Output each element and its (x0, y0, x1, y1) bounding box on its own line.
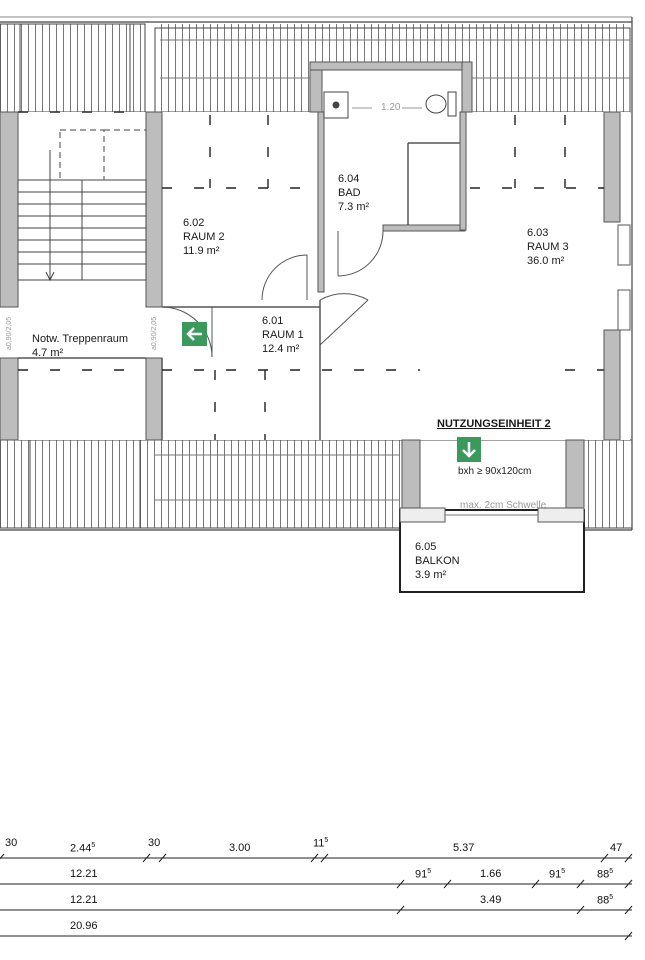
dim-row1-6: 47 (610, 842, 623, 854)
room-number: 6.04 (338, 173, 360, 185)
exit-down-icon (457, 437, 481, 462)
stairwell-label (32, 332, 128, 360)
room-6-05-label (415, 540, 460, 582)
dim-row1-1: 2.44$^5$ (70, 842, 96, 855)
dim-row2-0: 12.21 (70, 868, 98, 880)
room-6-02-label (183, 216, 225, 258)
dim-row2-3: $91^5$ (549, 868, 566, 881)
room-name: RAUM 2 (183, 231, 225, 243)
room-number: 6.03 (527, 227, 549, 239)
room-6-04-label (338, 172, 369, 214)
room-name: Notw. Treppenraum (32, 333, 128, 345)
threshold-note: max. 2cm Schwelle (460, 500, 547, 511)
room-6-03-label (527, 226, 569, 268)
room-area: 11.9 m² (183, 245, 220, 257)
room-6-01-label (262, 314, 304, 356)
unit-title: NUTZUNGSEINHEIT 2 (437, 418, 551, 430)
dim-row1-0: 30 (5, 837, 18, 849)
dim-row3-1: 3.49 (480, 894, 502, 906)
room-name: BAD (338, 187, 361, 199)
room-area: 12.4 m² (262, 343, 300, 355)
room-number: 6.05 (415, 541, 437, 553)
dim-row2-1: $91^5$ (415, 868, 432, 881)
room-area: 36.0 m² (527, 255, 565, 267)
dim-row1-5: 5.37 (453, 842, 475, 854)
dim-row3-0: 12.21 (70, 894, 98, 906)
dim-row1-4: $11^5$ (313, 837, 329, 850)
window-size-note: bxh ≥ 90x120cm (458, 466, 532, 477)
room-name: RAUM 3 (527, 241, 569, 253)
bath-dimension: 1.20 (381, 102, 401, 113)
room-area: 4.7 m² (32, 347, 64, 359)
dim-row1-2: 30 (148, 837, 161, 849)
door-note-right: a0,90/2,05 (151, 316, 158, 350)
door-note-left: a0,90/2,05 (6, 316, 13, 350)
room-area: 7.3 m² (338, 201, 370, 213)
dim-row1-3: 3.00 (229, 842, 251, 854)
dim-row2-4: $88^5$ (597, 868, 614, 881)
dim-row2-2: 1.66 (480, 868, 502, 880)
room-number: 6.02 (183, 217, 205, 229)
room-name: BALKON (415, 555, 460, 567)
room-name: RAUM 1 (262, 329, 304, 341)
room-number: 6.01 (262, 315, 284, 327)
room-area: 3.9 m² (415, 569, 447, 581)
exit-left-icon (182, 322, 207, 346)
dim-row3-2: $88^5$ (597, 894, 614, 907)
dim-row4-0: 20.96 (70, 920, 98, 932)
